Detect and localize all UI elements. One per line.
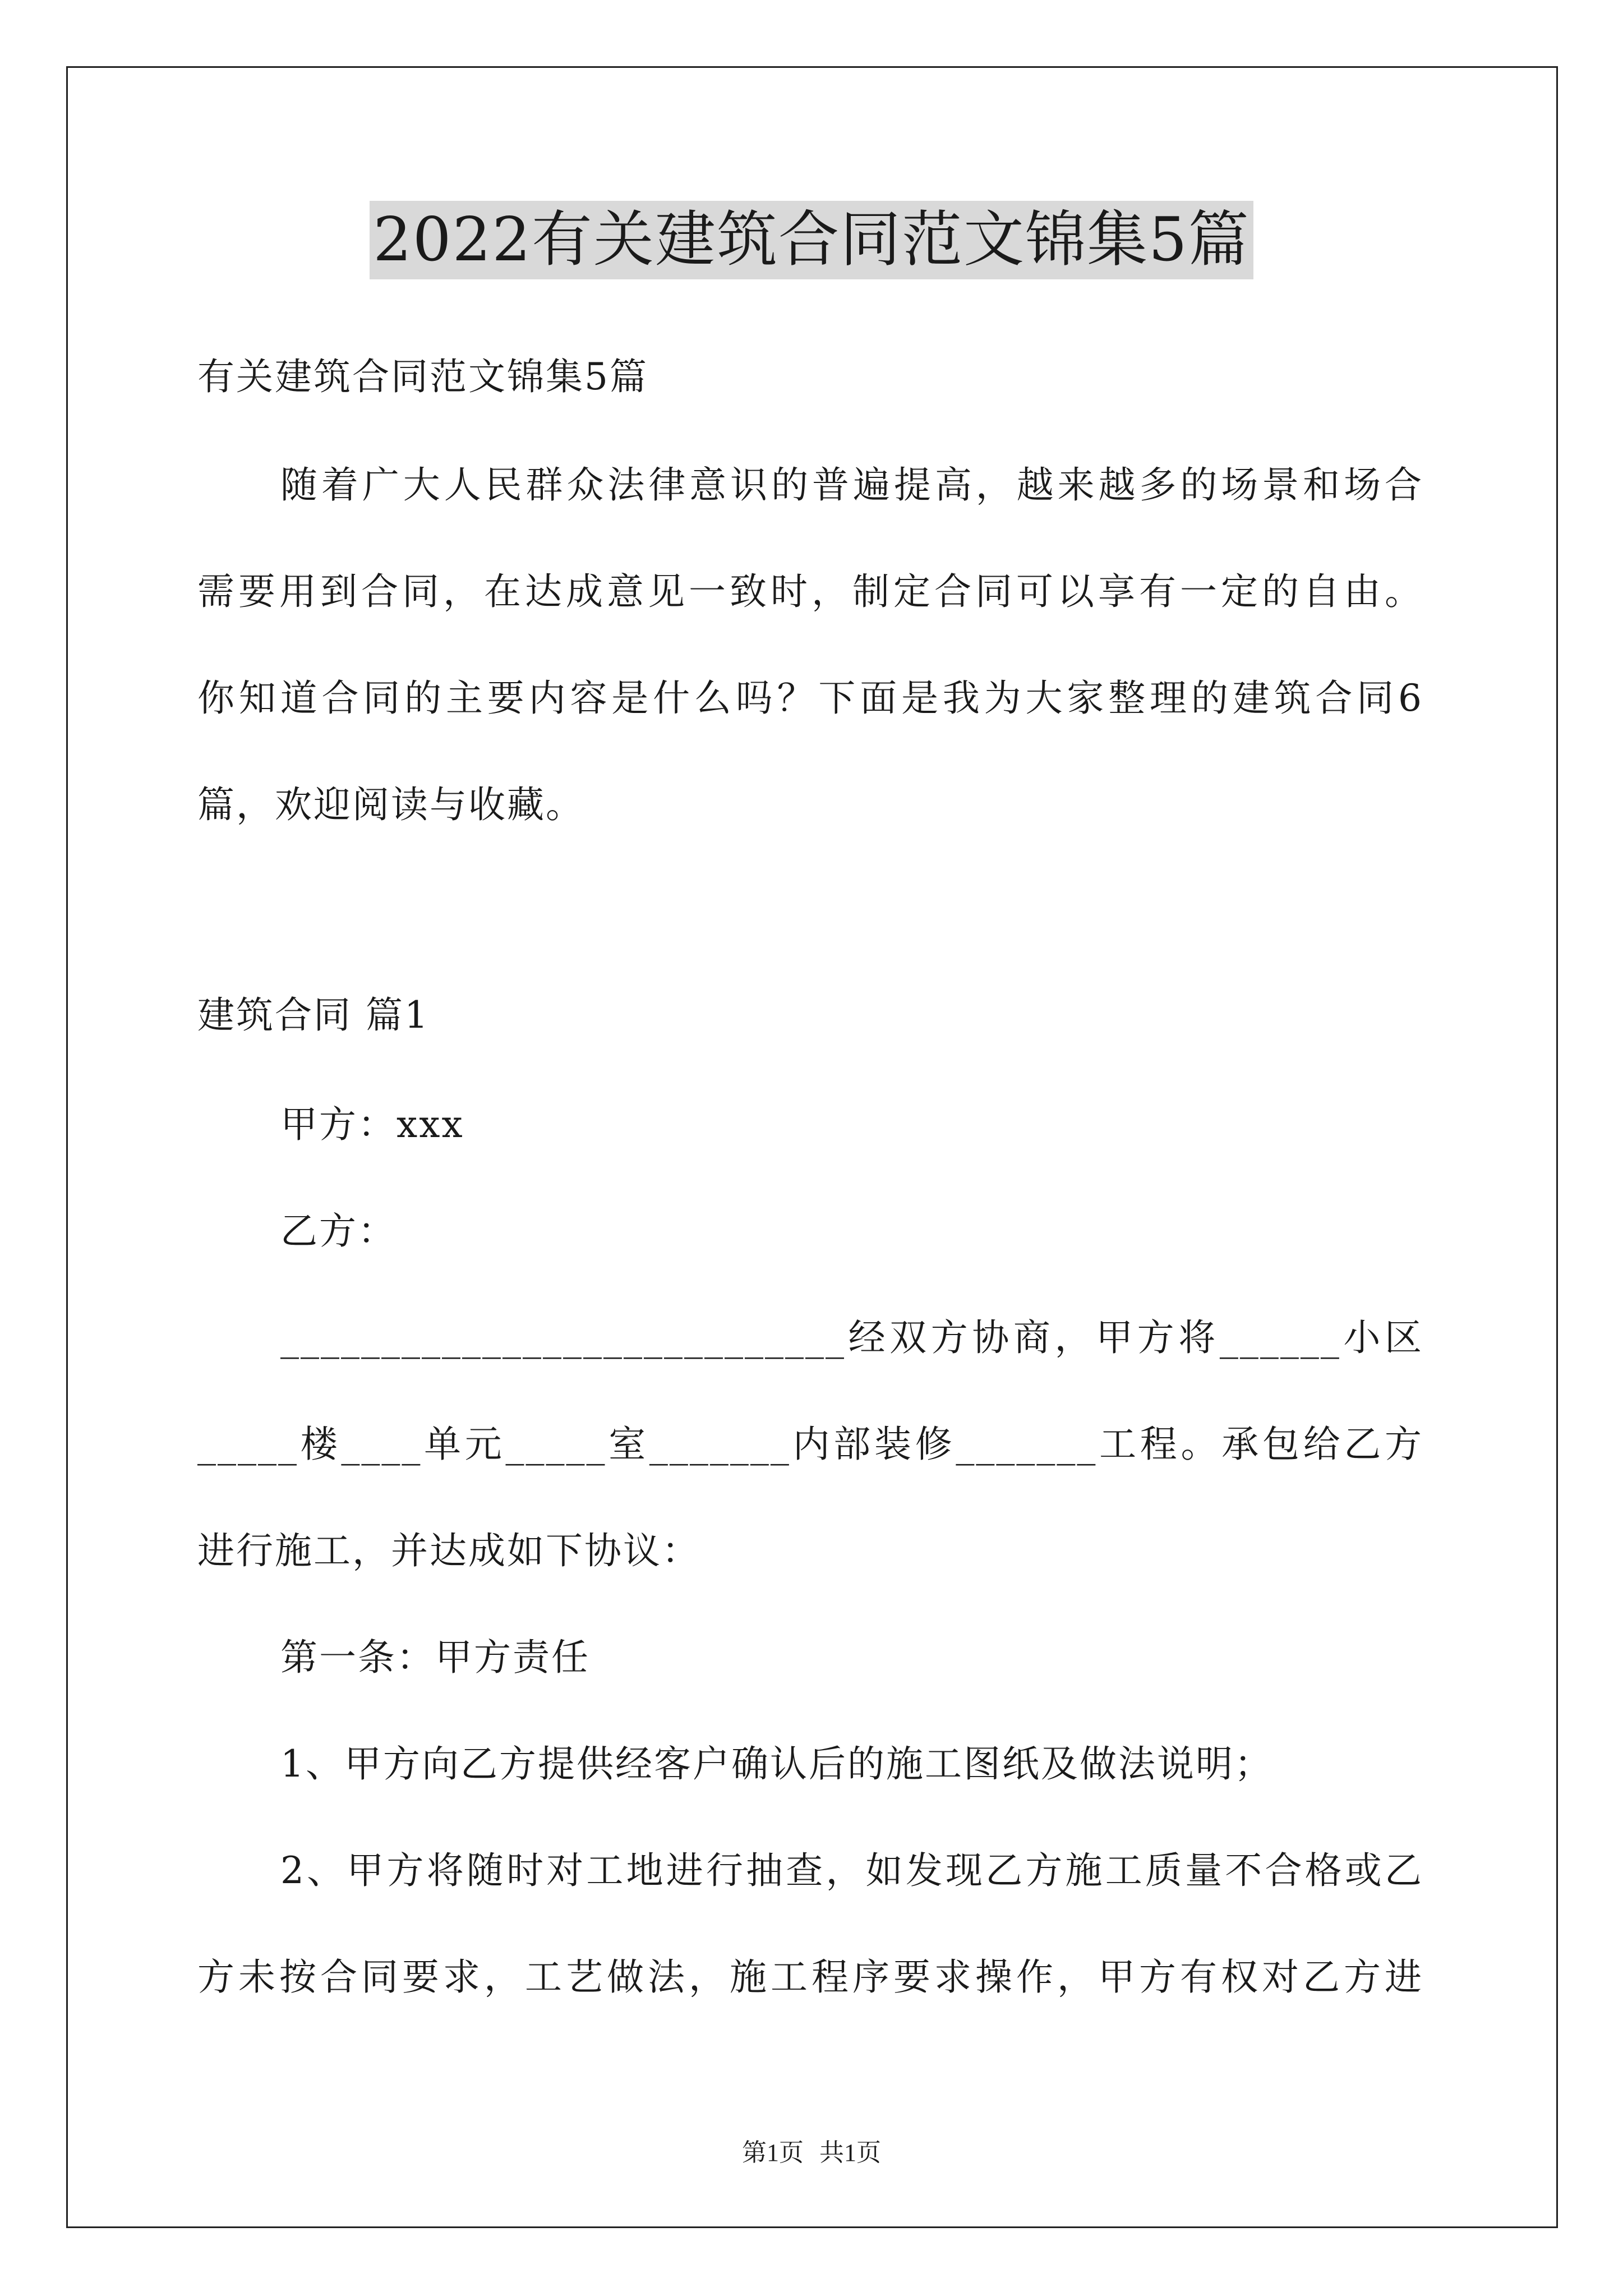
intro-line-4: 篇，欢迎阅读与收藏。 (197, 783, 584, 826)
item-line-2b: 方未按合同要求，工艺做法，施工程序要求操作，甲方有权对乙方进 (197, 1955, 1423, 1999)
item-line-1: 1、甲方向乙方提供经客户确认后的施工图纸及做法说明； (280, 1742, 1273, 1786)
page-number: 第1页 (742, 2139, 804, 2166)
clause-line-2: _____楼____单元_____室_______内部装修_______工程。承包给乙方 (197, 1423, 1423, 1466)
party-a-line: 甲方：xxx (280, 1103, 464, 1146)
intro-line-2: 需要用到合同，在达成意见一致时，制定合同可以享有一定的自由。 (197, 570, 1423, 613)
title-container (0, 201, 1623, 279)
subtitle-line: 有关建筑合同范文锦集5篇 (197, 355, 648, 398)
intro-line-3: 你知道合同的主要内容是什么吗？下面是我为大家整理的建筑合同6 (197, 677, 1423, 720)
item-line-2a: 2、甲方将随时对工地进行抽查，如发现乙方施工质量不合格或乙 (280, 1849, 1423, 1892)
party-b-line: 乙方： (280, 1209, 396, 1253)
clause-line-1: ____________________________经双方协商，甲方将______小区 (280, 1316, 1423, 1359)
intro-line-1: 随着广大人民群众法律意识的普遍提高，越来越多的场景和场合 (280, 463, 1423, 507)
page-footer (0, 2136, 1623, 2170)
clause-line-3: 进行施工，并达成如下协议： (197, 1529, 700, 1572)
document-title: 2022有关建筑合同范文锦集5篇 (370, 201, 1253, 279)
page-total: 共1页 (819, 2139, 881, 2166)
article-heading: 第一条：甲方责任 (280, 1636, 590, 1679)
section-heading: 建筑合同 篇1 (197, 993, 430, 1037)
